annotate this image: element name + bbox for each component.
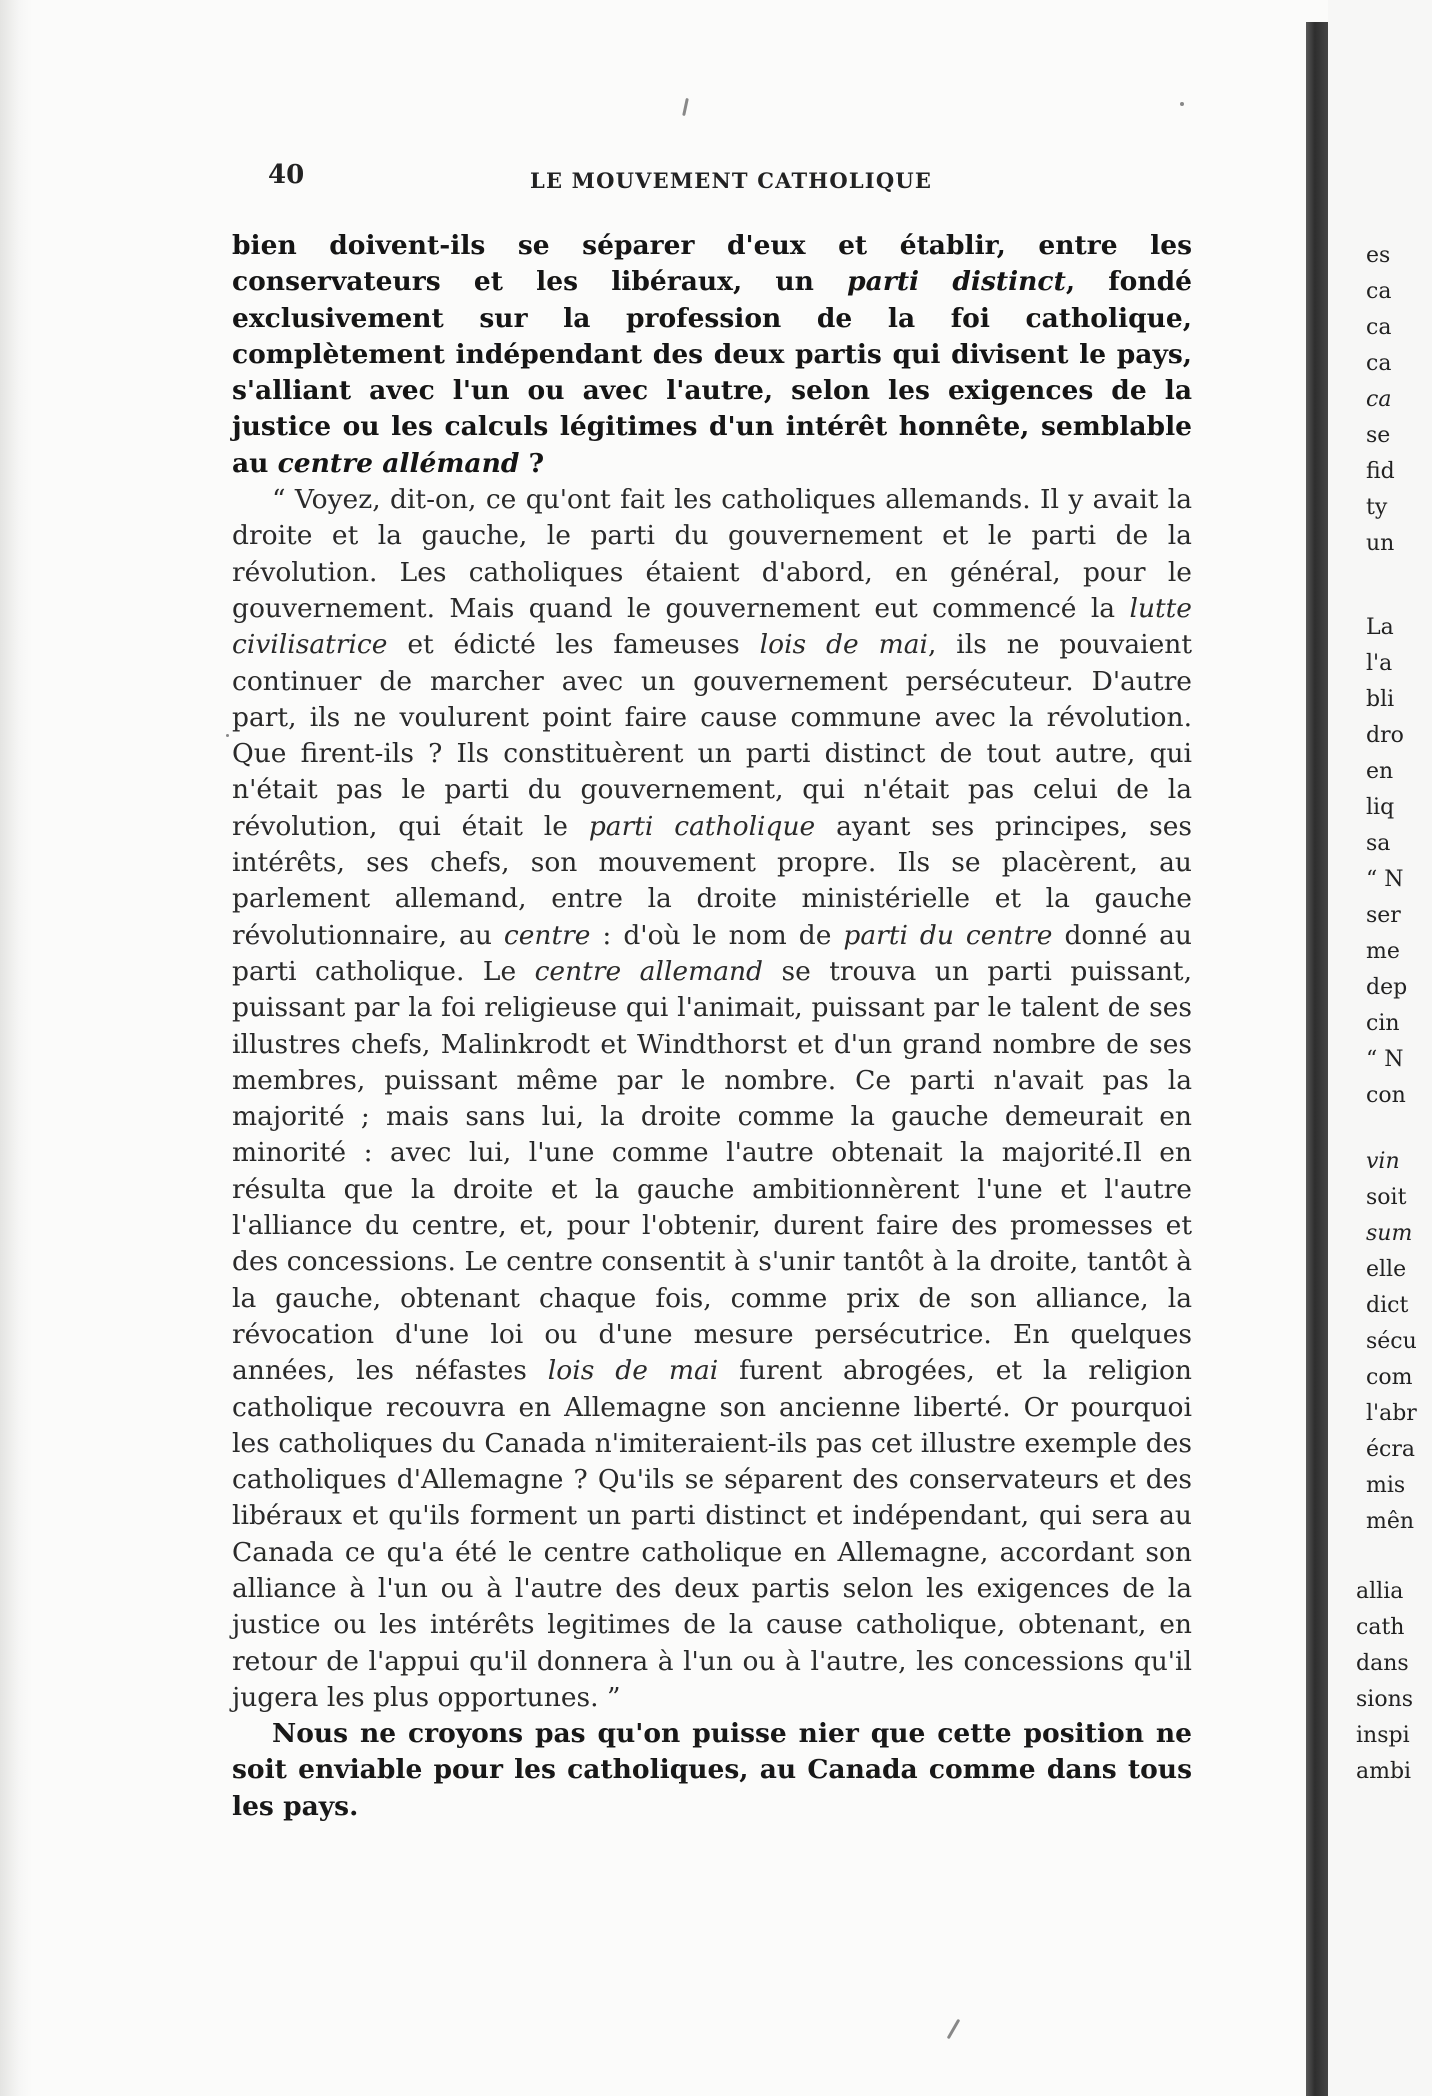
text-run: donné au parti catholique. Le (232, 919, 1193, 987)
facing-page-line-fragment: allia (1356, 1579, 1404, 1604)
italic-text-run: lutte civilisatrice (232, 592, 1192, 661)
facing-page-line-fragment: sécu (1366, 1329, 1417, 1354)
text-run: “ Voyez, dit-on, ce qu'ont fait les catholiques allemands. Il y avait la droite et la gauche, le parti du gouvernement et le parti de la révolution. Les catholiques étaient d'abord, en général, pour le gouvernement. Mais quand le gouvernement eut commencé la (232, 484, 1192, 624)
facing-page-line-fragment: com (1366, 1365, 1413, 1390)
facing-page-line-fragment: en (1366, 759, 1394, 784)
facing-page-line-fragment: sum (1366, 1221, 1413, 1246)
facing-page-line-fragment: dep (1366, 975, 1408, 1000)
text-run: : d'où le nom de (590, 919, 844, 951)
text-run: se trouva un parti puissant, puissant par la foi religieuse qui l'animait, puissant par le talent de ses illustres chefs, Malinkrodt et Windthorst et d'un grand nombre de ses membres, puissant même par le nombre. Ce parti n'avait pas la majorité ; mais sans lui, la droite comme la gauche demeurait en minorité : avec lui, l'une comme l'autre obtenait la majorité.Il en résulta que la droite et la gauche ambitionnèrent l'une et l'autre l'alliance du centre, et, pour l'obtenir, durent faire des promesses et des concessions. Le centre consentit à s'unir tantôt à la droite, tantôt à la gauche, obtenant chaque fois, comme prix de son alliance, la révocation d'une loi ou d'une mesure persécutrice. En quelques années, les néfastes (232, 955, 1193, 1387)
italic-text-run: parti du centre (843, 919, 1053, 951)
facing-page-line-fragment: mis (1366, 1473, 1406, 1498)
text-run: et édicté les fameuses (387, 629, 760, 661)
italic-text-run: lois de mai (547, 1355, 719, 1387)
paragraph-2-quotation (232, 482, 1192, 1716)
italic-text-run: lois de mai (759, 629, 928, 661)
facing-page-line-fragment: sions (1356, 1687, 1414, 1712)
facing-page-line-fragment: bli (1366, 687, 1395, 712)
facing-page-line-fragment: La (1366, 615, 1394, 640)
facing-page-line-fragment: ambi (1356, 1759, 1412, 1784)
facing-page-line-fragment: inspi (1356, 1723, 1410, 1748)
italic-text-run: parti distinct (847, 266, 1066, 298)
facing-page-line-fragment: “ N (1366, 1047, 1404, 1072)
running-head: LE MOUVEMENT CATHOLIQUE (530, 168, 933, 193)
facing-page-line-fragment: con (1366, 1083, 1406, 1108)
text-run: bien doivent-ils se séparer d'eux et établir, entre les conservateurs et les libéraux, un (232, 230, 1192, 298)
scan-speck (947, 2019, 961, 2040)
facing-page-edge (1328, 0, 1432, 2096)
facing-page-line-fragment: l'abr (1366, 1401, 1417, 1426)
facing-page-line-fragment: liq (1366, 795, 1395, 820)
facing-page-line-fragment: dro (1366, 723, 1404, 748)
facing-page-line-fragment: se (1366, 423, 1391, 448)
facing-page-line-fragment: cath (1356, 1615, 1405, 1640)
text-run: furent abrogées, et la religion catholique recouvra en Allemagne son ancienne liberté. Or pourquoi les catholiques du Canada n'imiteraient-ils pas cet illustre exemple des catholiques d'Allemagne ? Qu'ils se séparent des conservateurs et des libéraux et qu'ils forment un parti distinct et indépendant, qui sera au Canada ce qu'a été le centre catholique en Allemagne, accordant son alliance à l'un ou à l'autre des deux partis selon les exigences de la justice ou les intérêts legitimes de la cause catholique, obtenant, en retour de l'appui qu'il donnera à l'un ou à l'autre, les concessions qu'il jugera les plus opportunes. ” (232, 1355, 1192, 1713)
italic-text-run: centre allemand (534, 955, 764, 987)
facing-page-line-fragment: l'a (1366, 651, 1393, 676)
scan-speck (1180, 102, 1184, 106)
text-run: ayant ses principes, ses intérêts, ses chefs, son mouvement propre. Ils se placèrent, au parlement allemand, entre la droite ministérielle et la gauche révolutionnaire, au (232, 810, 1192, 951)
italic-text-run: centre (503, 919, 591, 951)
facing-page-line-fragment: “ N (1366, 867, 1404, 892)
facing-page-line-fragment: écra (1366, 1437, 1415, 1462)
facing-page-line-fragment: ser (1366, 903, 1401, 928)
paragraph-3 (232, 1716, 1192, 1825)
facing-page-line-fragment: es (1366, 243, 1391, 268)
facing-page-line-fragment: fid (1366, 459, 1395, 484)
facing-page-line-fragment: me (1366, 939, 1400, 964)
scan-speck (682, 98, 689, 116)
book-gutter (1306, 22, 1328, 2096)
facing-page-line-fragment: dans (1356, 1651, 1409, 1676)
facing-page-line-fragment: ca (1366, 315, 1392, 340)
italic-text-run: centre allémand (277, 447, 520, 479)
facing-page-line-fragment: soit (1366, 1185, 1407, 1210)
page-number: 40 (268, 160, 305, 190)
text-run: ? (519, 447, 545, 479)
text-run: , fondé exclusivement sur la profession de la foi catholique, complètement indépendant des deux partis qui divisent le pays, s'alliant avec l'un ou avec l'autre, selon les exigences de la justice ou les calculs légitimes d'un intérêt honnête, semblable au (232, 266, 1192, 479)
facing-page-line-fragment: ca (1366, 279, 1392, 304)
facing-page-line-fragment: cin (1366, 1011, 1400, 1036)
facing-page-line-fragment: elle (1366, 1257, 1407, 1282)
facing-page-line-fragment: mên (1366, 1509, 1415, 1534)
italic-text-run: parti catholique (588, 810, 816, 842)
facing-page-line-fragment: un (1366, 531, 1395, 556)
facing-page-line-fragment: ca (1366, 351, 1392, 376)
facing-page-line-fragment: sa (1366, 831, 1391, 856)
facing-page-line-fragment: dict (1366, 1293, 1409, 1318)
scan-speck (226, 734, 229, 737)
facing-page-line-fragment: ty (1366, 495, 1388, 520)
body-text (232, 228, 1192, 1825)
facing-page-line-fragment: vin (1366, 1149, 1400, 1174)
text-run: Nous ne croyons pas qu'on puisse nier que cette position ne soit enviable pour les catholiques, au Canada comme dans tous les pays. (232, 1718, 1192, 1822)
text-run: , ils ne pouvaient continuer de marcher avec un gouvernement persécuteur. D'autre part, ils ne voulurent point faire cause commune avec la révolution. Que firent-ils ? Ils constituèrent un parti distinct de tout autre, qui n'était pas le parti du gouvernement, qui n'était pas celui de la révolution, qui était le (232, 629, 1193, 842)
facing-page-line-fragment: ca (1366, 387, 1392, 412)
paragraph-1 (232, 228, 1192, 482)
